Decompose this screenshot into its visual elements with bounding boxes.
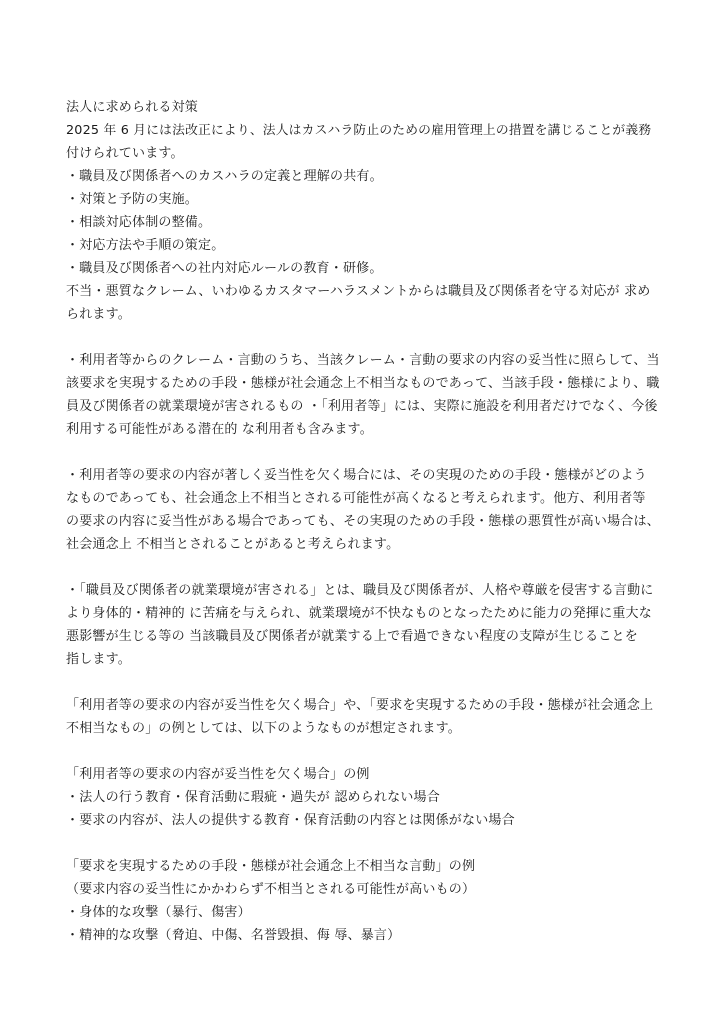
validity-line: ・利用者等の要求の内容が著しく妥当性を欠く場合には、その実現のための手段・態様がどのよう: [66, 468, 647, 483]
definition-paragraph: [66, 349, 662, 441]
example-a-heading: 「利用者等の要求の内容が妥当性を欠く場合」の例: [66, 767, 370, 782]
definition-line: ・利用者等からのクレーム・言動のうち、当該クレーム・言動の要求の内容の妥当性に照らして、当: [66, 353, 660, 368]
summary-line: られます。: [66, 307, 131, 322]
validity-line: 社会通念上 不相当とされることがあると考えられます。: [66, 537, 400, 552]
example-b-item: ・身体的な攻撃（暴行、傷害）: [66, 905, 251, 920]
validity-line: の要求の内容に妥当性がある場合であっても、その実現のための手段・態様の悪質性が高い場合は、: [66, 514, 660, 529]
measure-item: ・対策と予防の実施。: [66, 192, 199, 207]
example-b-note: （要求内容の妥当性にかかわらず不相当とされる可能性が高いもの）: [66, 882, 476, 897]
example-a-item: ・要求の内容が、法人の提供する教育・保育活動の内容とは関係がない場合: [66, 813, 515, 828]
definition-line: 該要求を実現するための手段・態様が社会通念上不相当なものであって、当該手段・態様により、職: [66, 376, 660, 391]
intro-line: 付けられています。: [66, 146, 184, 161]
examples-intro-line: 「利用者等の要求の内容が妥当性を欠く場合」や、「要求を実現するための手段・態様が社会通念上: [66, 698, 654, 713]
definition-line: 員及び関係者の就業環境が害されるもの ・「利用者等」には、実際に施設を利用者だけでなく、今後: [66, 399, 658, 414]
spacer: [66, 740, 662, 763]
measure-item: ・職員及び関係者への社内対応ルールの教育・研修。: [66, 261, 383, 276]
environment-line: ・「職員及び関係者の就業環境が害される」とは、職員及び関係者が、人格や尊厳を侵害する言動に: [66, 583, 654, 598]
examples-intro-line: 不相当なもの」の例としては、以下のようなものが想定されます。: [66, 721, 461, 736]
intro-paragraph: [66, 119, 662, 165]
measure-item: ・相談対応体制の整備。: [66, 215, 212, 230]
environment-paragraph: [66, 579, 662, 671]
document-body: [66, 96, 662, 947]
example-b-section: [66, 855, 662, 947]
validity-paragraph: [66, 464, 662, 556]
validity-line: なものであっても、社会通念上不相当とされる可能性が高くなると考えられます。他方、利用者等: [66, 491, 646, 506]
measures-list: [66, 165, 662, 280]
environment-line: より身体的・精神的 に苦痛を与えられ、就業環境が不快なものとなったために能力の発揮に重大な: [66, 606, 652, 621]
section-title: 法人に求められる対策: [66, 100, 199, 115]
spacer: [66, 326, 662, 349]
example-a-section: [66, 763, 662, 832]
example-b-heading: 「要求を実現するための手段・態様が社会通念上不相当な言動」の例: [66, 859, 476, 874]
intro-line: 2025 年 6 月には法改正により、法人はカスハラ防止のための雇用管理上の措置を講じることが義務: [66, 123, 652, 138]
spacer: [66, 671, 662, 694]
spacer: [66, 556, 662, 579]
example-a-item: ・法人の行う教育・保育活動に瑕疵・過失が 認められない場合: [66, 790, 440, 805]
summary-line: 不当・悪質なクレーム、いわゆるカスタマーハラスメントからは職員及び関係者を守る対応が 求め: [66, 284, 651, 299]
spacer: [66, 441, 662, 464]
measure-item: ・職員及び関係者へのカスハラの定義と理解の共有。: [66, 169, 383, 184]
environment-line: 悪影響が生じる等の 当該職員及び関係者が就業する上で看過できない程度の支障が生じることを: [66, 629, 638, 644]
environment-line: 指します。: [66, 652, 131, 667]
spacer: [66, 832, 662, 855]
definition-line: 利用する可能性がある潜在的 な利用者も含みます。: [66, 422, 373, 437]
example-b-item: ・精神的な攻撃（脅迫、中傷、名誉毀損、侮 辱、暴言）: [66, 928, 401, 943]
examples-intro-paragraph: [66, 694, 662, 740]
measure-item: ・対応方法や手順の策定。: [66, 238, 225, 253]
summary-paragraph: [66, 280, 662, 326]
